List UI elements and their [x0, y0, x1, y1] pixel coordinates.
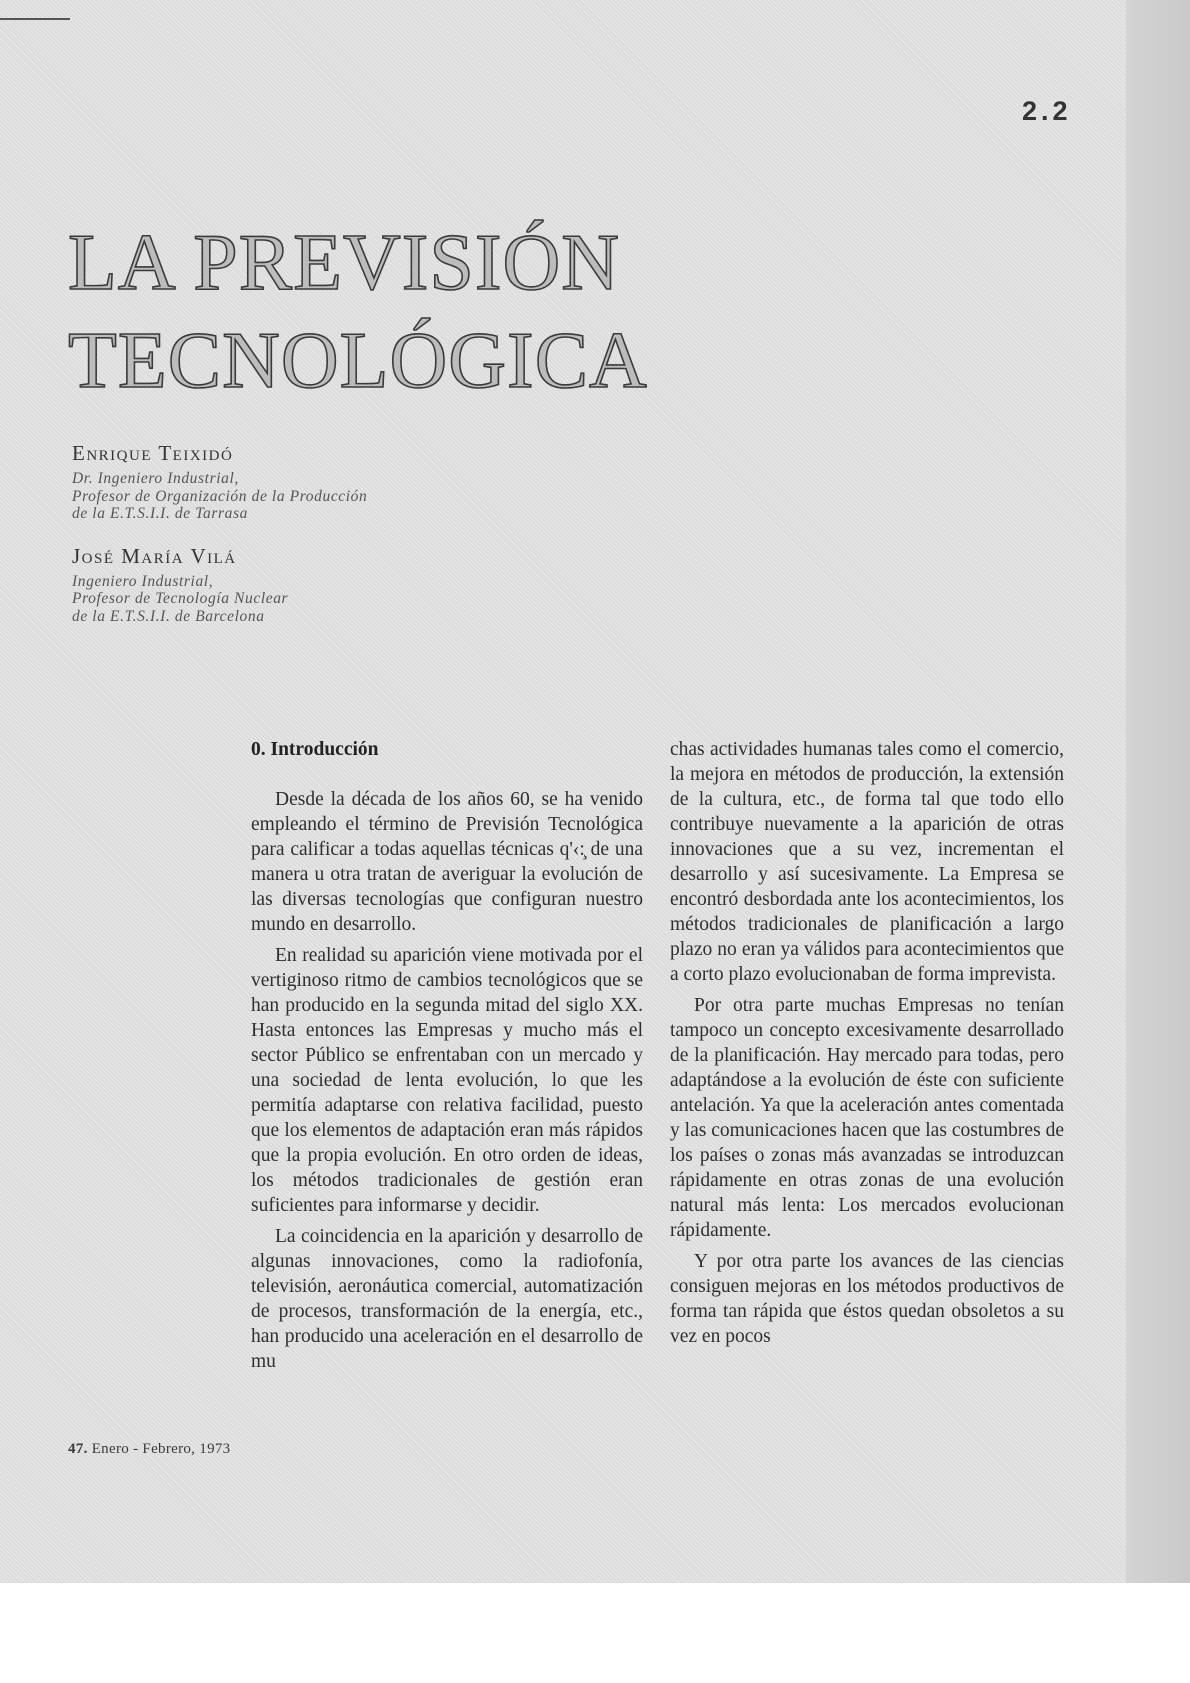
title-line-1: LA PREVISIÓN	[68, 219, 621, 307]
paragraph: Desde la década de los años 60, se ha venido empleando el término de Previsión Tecnológica para calificar a todas aquellas técnicas q'‹:̧ de una manera u otra tratan de averiguar la evolución de las diversas tecnologías que configuran nuestro mundo en desarrollo.	[251, 789, 643, 935]
section-number: 2.2	[1022, 96, 1072, 126]
author-credential: de la E.T.S.I.I. de Tarrasa	[72, 505, 248, 522]
page-edge-shadow	[1126, 0, 1190, 1583]
issue-date: Enero - Febrero, 1973	[91, 1441, 231, 1457]
body-column-right	[670, 737, 1064, 1355]
author-block	[72, 440, 472, 523]
section-heading: 0. Introducción	[251, 739, 379, 760]
page-edge-mark	[0, 18, 70, 20]
author-list	[72, 440, 472, 645]
author-credential: Dr. Ingeniero Industrial,	[72, 470, 239, 487]
body-column-left	[251, 737, 643, 1380]
page-number: 47.	[68, 1441, 88, 1457]
author-name: Enrique Teixidó	[72, 441, 234, 465]
title-line-2: TECNOLÓGICA	[68, 317, 648, 405]
paragraph: Por otra parte muchas Empresas no tenían tampoco un concepto excesivamente desarrollado de la planificación. Hay mercado para todas, pero adaptándose a la evolución de éste con suficiente antelación. Ya que la aceleración antes comentada y las comunicaciones hacen que las costumbres de los países o zonas más avanzadas se introduzcan rápidamente en otras zonas de una evolución natural más lenta: Los mercados evolucionan rápidamente.	[670, 995, 1064, 1241]
paragraph: En realidad su aparición viene motivada por el vertiginoso ritmo de cambios tecnológicos que se han producido en la segunda mitad del siglo XX. Hasta entonces las Empresas y mucho más el sector Público se enfrentaban con un mercado y una sociedad de lenta evolución, lo que les permitía adaptarse con relativa facilidad, puesto que los elementos de adaptación eran más rápidos que la propia evolución. En otro orden de ideas, los métodos tradicionales de gestión eran suficientes para informarse y decidir.	[251, 945, 643, 1216]
article-title	[68, 214, 648, 410]
paragraph: chas actividades humanas tales como el comercio, la mejora en métodos de producción, la extensión de la cultura, etc., de forma tal que todo ello contribuye nuevamente a la aparición de otras innovaciones que a su vez, incrementan el desarrollo y así sucesivamente. La Empresa se encontró desbordada ante los acontecimientos, los métodos tradicionales de planificación a largo plazo no eran ya válidos para acontecimientos que a corto plazo evolucionaban de forma imprevista.	[670, 739, 1064, 985]
author-block	[72, 543, 472, 626]
paragraph: Y por otra parte los avances de las ciencias consiguen mejoras en los métodos productivos de forma tan rápida que éstos quedan obsoletos a su vez en pocos	[670, 1251, 1064, 1347]
author-name: José María Vilá	[72, 543, 237, 568]
author-credential: Profesor de Organización de la Producción	[72, 487, 368, 505]
author-credential: Ingeniero Industrial,	[72, 572, 214, 590]
author-credential: de la E.T.S.I.I. de Barcelona	[72, 607, 265, 625]
page-footer	[68, 1441, 230, 1458]
paragraph: La coincidencia en la aparición y desarrollo de algunas innovaciones, como la radiofonía, televisión, aeronáutica comercial, automatización de procesos, transformación de la energía, etc., han producido una aceleración en el desarrollo de mu	[251, 1226, 643, 1372]
author-credential: Profesor de Tecnología Nuclear	[72, 590, 289, 607]
